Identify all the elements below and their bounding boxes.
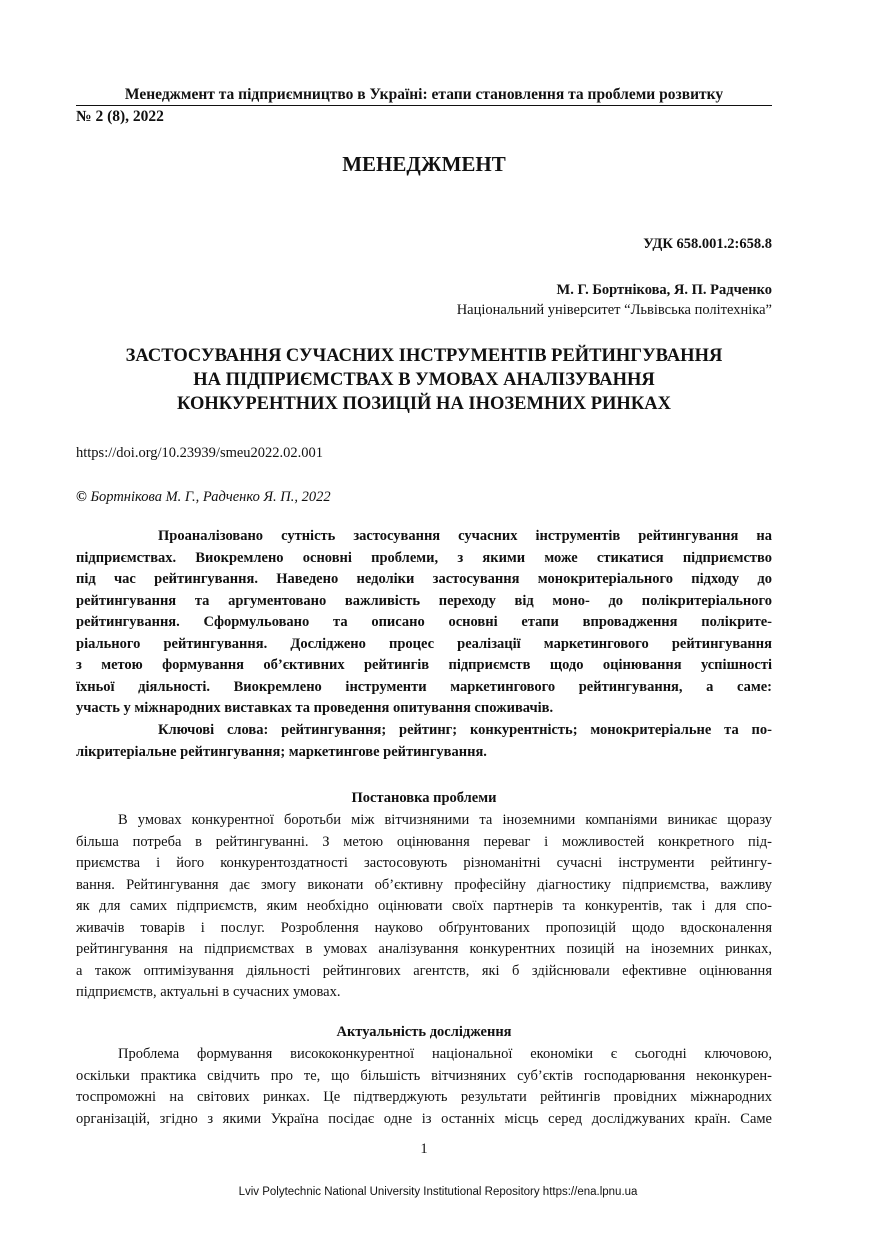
body-line: живачів товарів і послуг. Розроблення науково обґрунтованих пропозицій щодо вдосконалення [76, 919, 772, 936]
abstract-line: Проаналізовано сутність застосування сучасних інструментів рейтингування на [158, 528, 772, 544]
repository-footer: Lviv Polytechnic National University Institutional Repository https://ena.lpnu.ua [238, 1186, 638, 1198]
body-line: як для самих підприємств, яким необхідно оцінювати своїх партнерів та конкурентів, так і для спо- [76, 898, 772, 914]
keywords [76, 720, 772, 763]
body-line: організацій, згідно з якими Україна посідає одне із останніх місць серед досліджуваних країн. Саме [76, 1110, 772, 1127]
copyright-text: Бортнікова М. Г., Радченко Я. П., 2022 [90, 489, 331, 505]
page-number: 1 [420, 1141, 428, 1157]
affiliation: Національний університет “Львівська політехніка” [456, 302, 772, 318]
article-title-line: НА ПІДПРИЄМСТВАХ В УМОВАХ АНАЛІЗУВАННЯ [193, 370, 655, 390]
body-line: тоспроможні на світових ринках. Це підтверджують результати рейтингів провідних міжнародних [76, 1089, 772, 1105]
body-line: В умовах конкурентної боротьби між вітчизняними та іноземними компаніями виникає щоразу [118, 812, 772, 828]
abstract-line: підприємствах. Виокремлено основні проблеми, з якими може стикатися підприємство [76, 549, 772, 566]
udc-code: УДК 658.001.2:658.8 [643, 236, 772, 252]
abstract-line: рейтингування. Сформульовано та описано основні етапи впровадження полікрите- [76, 614, 772, 630]
abstract-line: під час рейтингування. Наведено недоліки застосування монокритеріального підходу до [76, 571, 772, 587]
body-line: Проблема формування висококонкурентної національної економіки є сьогодні ключовою, [118, 1046, 772, 1062]
body-line: підприємств, актуальні в сучасних умовах. [76, 984, 341, 1000]
body-line: оскільки практика свідчить про те, що більшість вітчизняних суб’єктів господарювання неконкурен- [76, 1067, 772, 1084]
body-line: а також оптимізування діяльності рейтингових агентств, які б здійснювали ефективне оцінювання [76, 962, 772, 979]
body-line: приємства і його конкурентоздатності застосовують різноманітні сучасні інструменти рейтингу- [76, 855, 772, 871]
article-title-line: КОНКУРЕНТНИХ ПОЗИЦІЙ НА ІНОЗЕМНИХ РИНКАХ [177, 394, 671, 414]
section-heading-relevance: Актуальність дослідження [336, 1024, 512, 1040]
section-title: МЕНЕДЖМЕНТ [342, 152, 506, 176]
issue-number: № 2 (8), 2022 [76, 108, 164, 125]
authors: М. Г. Бортнікова, Я. П. Радченко [556, 282, 772, 298]
journal-title: Менеджмент та підприємництво в Україні: етапи становлення та проблеми розвитку [76, 86, 772, 106]
abstract [76, 526, 772, 720]
keywords-line: лікритеріальне рейтингування; маркетингове рейтингування. [76, 743, 487, 760]
abstract-line: рейтингування та аргументовано важливість переходу від моно- до полікритеріального [76, 592, 772, 609]
doi-link[interactable]: https://doi.org/10.23939/smeu2022.02.001 [76, 445, 324, 461]
section-heading-problem: Постановка проблеми [351, 790, 497, 806]
article-title [76, 344, 772, 416]
abstract-line: їхньої діяльності. Виокремлено інструменти маркетингового рейтингування, а саме: [76, 678, 772, 695]
body-line: більша потреба в рейтингуванні. З метою оцінювання переваг і можливостей конкретного під- [76, 833, 772, 850]
abstract-line: з метою формування об’єктивних рейтингів підприємств щодо оцінювання успішності [76, 657, 772, 673]
abstract-line: ріального рейтингування. Досліджено процес реалізації маркетингового рейтингування [76, 635, 772, 652]
body-line: рейтингування на підприємствах в умовах аналізування конкурентних позицій на іноземних ринках, [76, 941, 772, 957]
section-body-relevance [76, 1044, 772, 1130]
body-line: вання. Рейтингування дає змогу виконати об’єктивну професійну діагностику підприємства, важливу [76, 876, 772, 893]
section-body-problem [76, 810, 772, 1004]
copyright-symbol: © [76, 489, 87, 505]
keywords-line: Ключові слова: рейтингування; рейтинг; конкурентність; монокритеріальне та по- [158, 722, 772, 738]
copyright [76, 489, 331, 506]
abstract-line: участь у міжнародних виставках та проведення опитування споживачів. [76, 700, 554, 716]
article-title-line: ЗАСТОСУВАННЯ СУЧАСНИХ ІНСТРУМЕНТІВ РЕЙТИНГУВАННЯ [125, 346, 723, 366]
